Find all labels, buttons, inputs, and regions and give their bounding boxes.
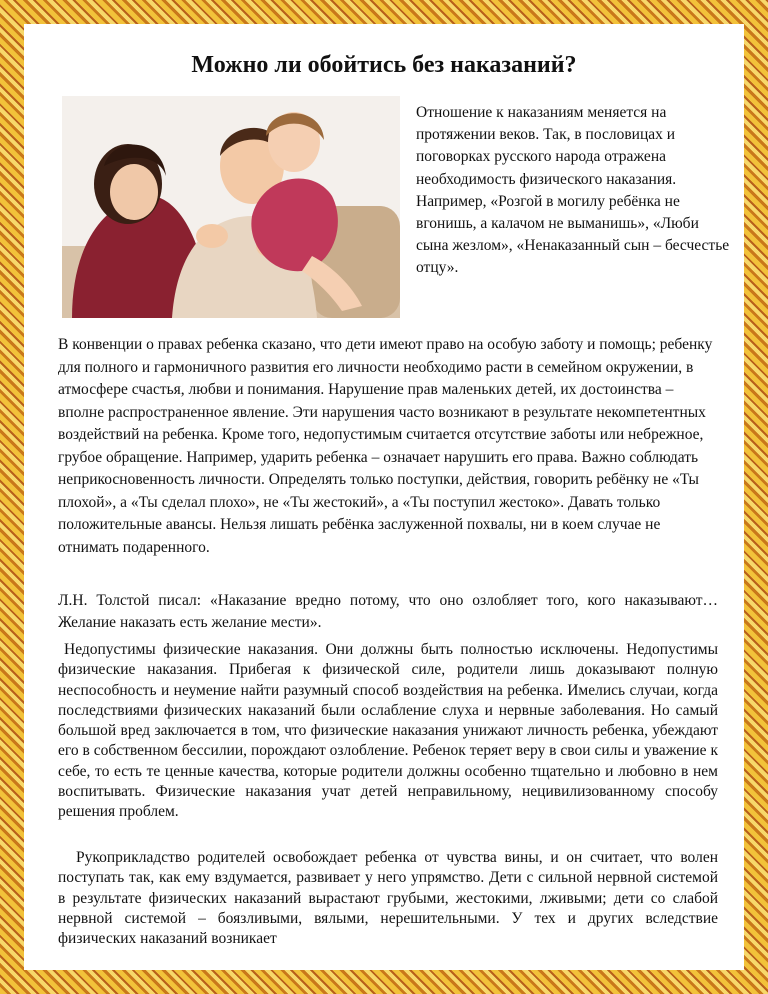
paragraph-consequences: Рукоприкладство родителей освобождает ребенка от чувства вины, и он считает, что волен поступать так, как ему вздумается, развивает у него упрямство. Дети с сильной нервной системой в результате физических наказаний вырастают грубыми, жестокими, лживыми; дети со слабой нервной системой – боязливыми, вялыми, нерешительными. У тех и других вследствие физических наказаний возникает	[58, 849, 718, 948]
intro-paragraph: Отношение к наказаниям меняется на протяжении веков. Так, в пословицах и поговорках русского народа отражена необходимость физического наказания. Например, «Розгой в могилу ребёнка не вгонишь, а калачом не выманишь», «Люби сына жезлом», «Ненаказанный сын – бесчестье отцу».	[416, 104, 730, 277]
paragraph-physical-punishment: Недопустимы физические наказания. Они должны быть полностью исключены. Недопустимы физические наказания. Прибегая к физической силе, родители лишь доказывают полную неспособность и неумение найти разумный способ воздействия на ребенка. Имелись случаи, когда последствиями физических наказаний были ослабление слуха и нервные заболевания. Но самый большой вред заключается в том, что физические наказания унижают личность ребенка, убеждают его в собственном бессилии, порождают озлобление. Ребенок теряет веру в свои силы и уважение к себе, то есть те ценные качества, которые родители должны особенно тщательно и любовно в нем воспитывать. Физические наказания учат детей неправильному, нецивилизованному способу решения проблем.	[58, 641, 718, 821]
family-photo	[62, 96, 400, 318]
paragraph-convention: В конвенции о правах ребенка сказано, что дети имеют право на особую заботу и помощь; ребенку для полного и гармоничного развития его личности необходимо расти в семейном окружении, в атмосфере счастья, любви и понимания. Нарушение прав маленьких детей, их достоинства – вполне распространенное явление. Эти нарушения часто возникают в результате некомпетентных воздействий на ребенка. Кроме того, недопустимым считается отсутствие заботы или небрежное, грубое обращение. Например, ударить ребенка – означает нарушить его права. Важно соблюдать неприкосновенность личности. Определять только поступки, действия, говорить ребёнку не «Ты плохой», а «Ты сделал плохо», не «Ты жестокий», а «Ты поступил жестоко». Давать только положительные авансы. Нельзя лишать ребёнка заслуженной похвалы, ни в коем случае не отнимать подаренного.	[58, 336, 713, 556]
paragraph-tolstoy-quote: Л.Н. Толстой писал: «Наказание вредно потому, что оно озлобляет того, кого наказывают… Желание наказать есть желание мести».	[58, 592, 718, 631]
page-title: Можно ли обойтись без наказаний?	[191, 52, 577, 78]
family-photo-illustration	[62, 96, 400, 318]
